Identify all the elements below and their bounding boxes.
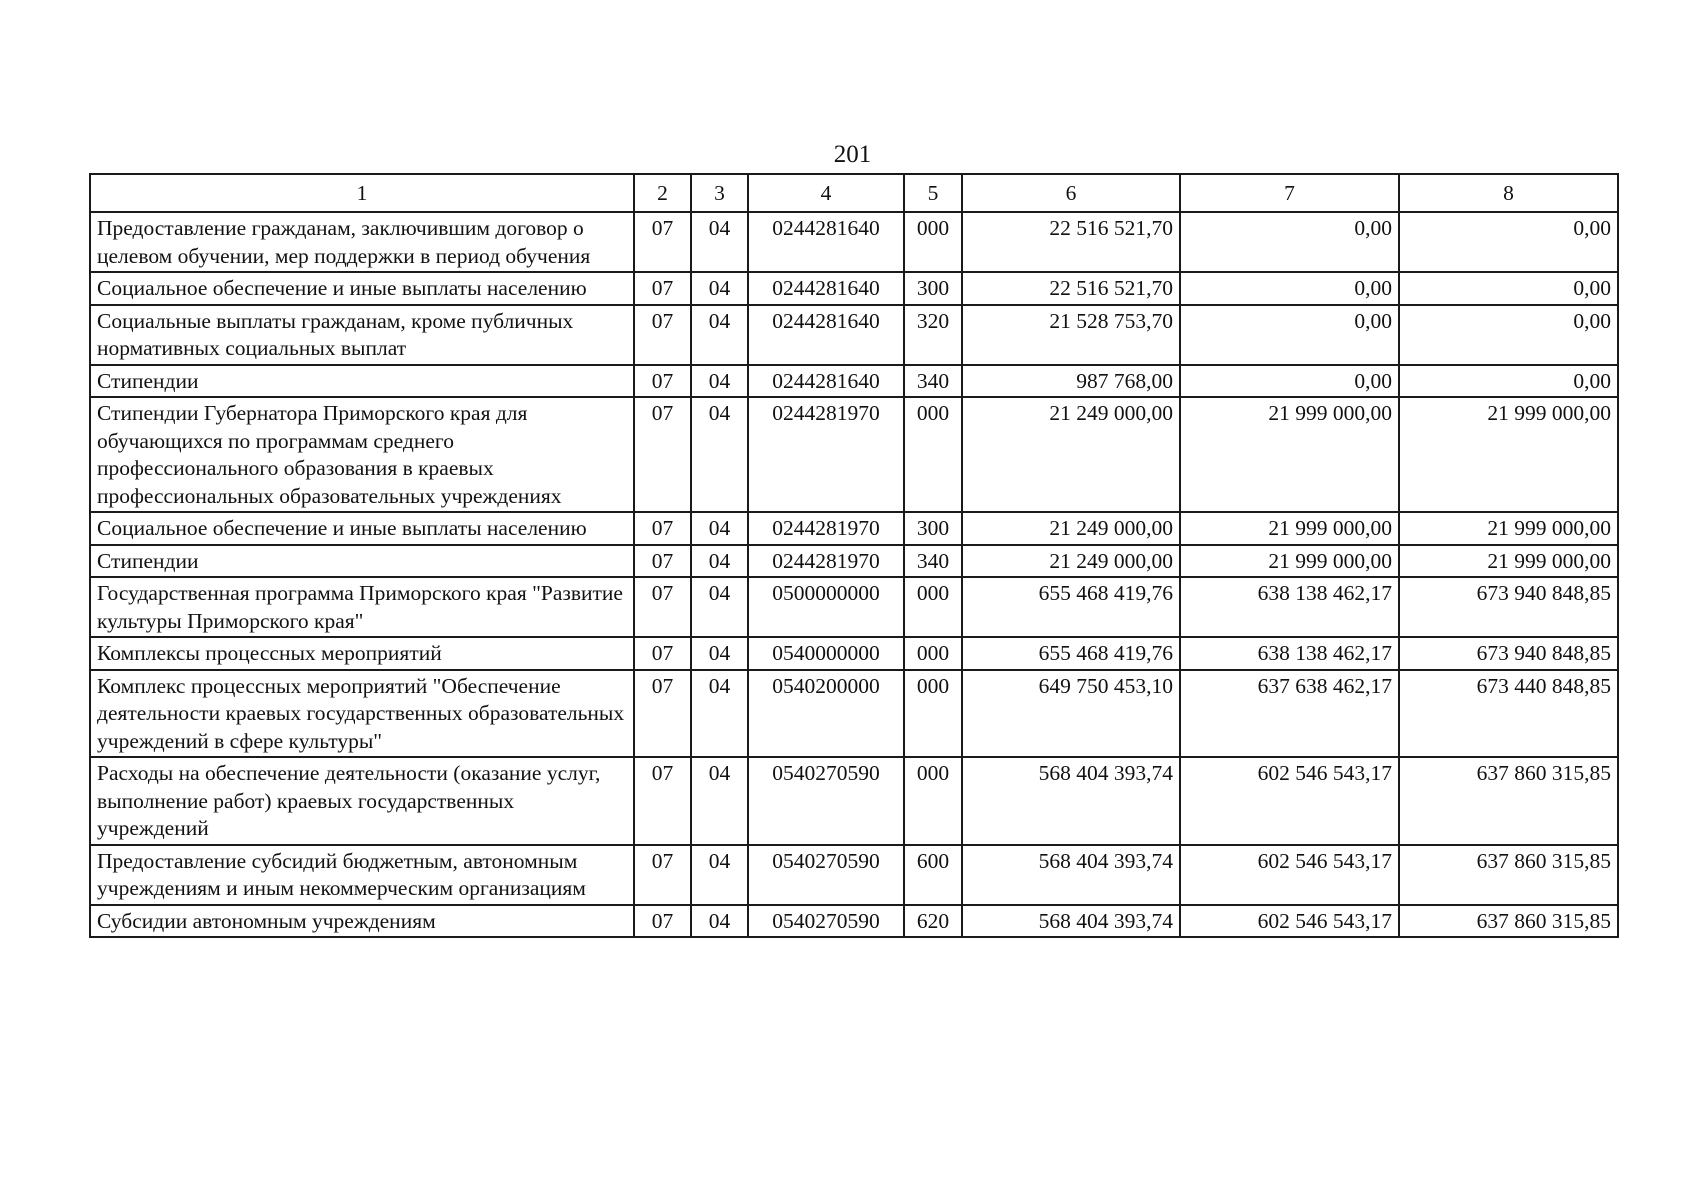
amount-column-8: 0,00 <box>1399 212 1618 272</box>
subsection-code: 04 <box>691 670 748 758</box>
target-article-code: 0244281640 <box>748 272 904 305</box>
section-code: 07 <box>634 545 691 578</box>
section-code: 07 <box>634 397 691 512</box>
target-article-code: 0540270590 <box>748 845 904 905</box>
section-code: 07 <box>634 757 691 845</box>
amount-column-8: 673 940 848,85 <box>1399 577 1618 637</box>
section-code: 07 <box>634 905 691 938</box>
subsection-code: 04 <box>691 845 748 905</box>
amount-column-7: 0,00 <box>1180 305 1399 365</box>
amount-column-8: 21 999 000,00 <box>1399 397 1618 512</box>
amount-column-6: 568 404 393,74 <box>962 757 1180 845</box>
column-header-2: 2 <box>634 174 691 212</box>
target-article-code: 0540000000 <box>748 637 904 670</box>
amount-column-7: 21 999 000,00 <box>1180 397 1399 512</box>
expense-name: Социальное обеспечение и иные выплаты населению <box>90 512 634 545</box>
amount-column-6: 22 516 521,70 <box>962 272 1180 305</box>
subsection-code: 04 <box>691 305 748 365</box>
amount-column-7: 21 999 000,00 <box>1180 512 1399 545</box>
target-article-code: 0540200000 <box>748 670 904 758</box>
subsection-code: 04 <box>691 905 748 938</box>
amount-column-7: 638 138 462,17 <box>1180 577 1399 637</box>
expense-type-code: 000 <box>904 637 962 670</box>
expense-type-code: 600 <box>904 845 962 905</box>
table-row <box>90 577 1618 637</box>
amount-column-6: 21 249 000,00 <box>962 397 1180 512</box>
budget-table <box>89 173 1619 938</box>
amount-column-6: 22 516 521,70 <box>962 212 1180 272</box>
amount-column-8: 673 440 848,85 <box>1399 670 1618 758</box>
section-code: 07 <box>634 670 691 758</box>
amount-column-6: 21 528 753,70 <box>962 305 1180 365</box>
amount-column-7: 21 999 000,00 <box>1180 545 1399 578</box>
expense-name: Социальное обеспечение и иные выплаты населению <box>90 272 634 305</box>
column-header-7: 7 <box>1180 174 1399 212</box>
amount-column-8: 637 860 315,85 <box>1399 905 1618 938</box>
expense-type-code: 620 <box>904 905 962 938</box>
amount-column-6: 568 404 393,74 <box>962 905 1180 938</box>
section-code: 07 <box>634 272 691 305</box>
table-row <box>90 512 1618 545</box>
amount-column-8: 0,00 <box>1399 365 1618 398</box>
column-header-5: 5 <box>904 174 962 212</box>
expense-name: Расходы на обеспечение деятельности (оказание услуг, выполнение работ) краевых государственных учреждений <box>90 757 634 845</box>
expense-name: Предоставление гражданам, заключившим договор о целевом обучении, мер поддержки в период обучения <box>90 212 634 272</box>
amount-column-8: 21 999 000,00 <box>1399 545 1618 578</box>
subsection-code: 04 <box>691 545 748 578</box>
expense-name: Комплексы процессных мероприятий <box>90 637 634 670</box>
table-row <box>90 637 1618 670</box>
amount-column-6: 568 404 393,74 <box>962 845 1180 905</box>
expense-type-code: 340 <box>904 365 962 398</box>
subsection-code: 04 <box>691 577 748 637</box>
amount-column-7: 602 546 543,17 <box>1180 757 1399 845</box>
subsection-code: 04 <box>691 365 748 398</box>
column-header-6: 6 <box>962 174 1180 212</box>
amount-column-7: 637 638 462,17 <box>1180 670 1399 758</box>
target-article-code: 0500000000 <box>748 577 904 637</box>
column-header-8: 8 <box>1399 174 1618 212</box>
section-code: 07 <box>634 577 691 637</box>
subsection-code: 04 <box>691 397 748 512</box>
amount-column-7: 0,00 <box>1180 272 1399 305</box>
subsection-code: 04 <box>691 272 748 305</box>
expense-name: Социальные выплаты гражданам, кроме публичных нормативных социальных выплат <box>90 305 634 365</box>
amount-column-7: 602 546 543,17 <box>1180 845 1399 905</box>
subsection-code: 04 <box>691 512 748 545</box>
amount-column-8: 673 940 848,85 <box>1399 637 1618 670</box>
expense-type-code: 300 <box>904 512 962 545</box>
amount-column-8: 637 860 315,85 <box>1399 757 1618 845</box>
amount-column-6: 987 768,00 <box>962 365 1180 398</box>
target-article-code: 0244281640 <box>748 305 904 365</box>
amount-column-6: 21 249 000,00 <box>962 512 1180 545</box>
table-row <box>90 272 1618 305</box>
expense-type-code: 000 <box>904 757 962 845</box>
table-row <box>90 757 1618 845</box>
table-row <box>90 845 1618 905</box>
amount-column-7: 0,00 <box>1180 212 1399 272</box>
expense-type-code: 300 <box>904 272 962 305</box>
table-row <box>90 905 1618 938</box>
expense-type-code: 000 <box>904 397 962 512</box>
section-code: 07 <box>634 305 691 365</box>
amount-column-6: 21 249 000,00 <box>962 545 1180 578</box>
amount-column-8: 0,00 <box>1399 305 1618 365</box>
amount-column-6: 649 750 453,10 <box>962 670 1180 758</box>
amount-column-6: 655 468 419,76 <box>962 577 1180 637</box>
amount-column-8: 0,00 <box>1399 272 1618 305</box>
section-code: 07 <box>634 845 691 905</box>
target-article-code: 0244281970 <box>748 545 904 578</box>
table-row <box>90 670 1618 758</box>
amount-column-6: 655 468 419,76 <box>962 637 1180 670</box>
amount-column-8: 637 860 315,85 <box>1399 845 1618 905</box>
amount-column-8: 21 999 000,00 <box>1399 512 1618 545</box>
expense-name: Субсидии автономным учреждениям <box>90 905 634 938</box>
subsection-code: 04 <box>691 757 748 845</box>
amount-column-7: 602 546 543,17 <box>1180 905 1399 938</box>
header-row <box>90 174 1618 212</box>
table-row <box>90 305 1618 365</box>
target-article-code: 0244281640 <box>748 212 904 272</box>
expense-name: Государственная программа Приморского края "Развитие культуры Приморского края" <box>90 577 634 637</box>
expense-type-code: 000 <box>904 212 962 272</box>
page-number: 201 <box>833 141 872 168</box>
table-row <box>90 365 1618 398</box>
target-article-code: 0244281640 <box>748 365 904 398</box>
column-header-3: 3 <box>691 174 748 212</box>
expense-name: Предоставление субсидий бюджетным, автономным учреждениям и иным некоммерческим организациям <box>90 845 634 905</box>
section-code: 07 <box>634 365 691 398</box>
section-code: 07 <box>634 637 691 670</box>
target-article-code: 0540270590 <box>748 757 904 845</box>
target-article-code: 0244281970 <box>748 512 904 545</box>
expense-type-code: 000 <box>904 670 962 758</box>
expense-name: Комплекс процессных мероприятий "Обеспечение деятельности краевых государственных образовательных учреждений в сфере культуры" <box>90 670 634 758</box>
column-header-1: 1 <box>90 174 634 212</box>
expense-type-code: 000 <box>904 577 962 637</box>
subsection-code: 04 <box>691 212 748 272</box>
expense-name: Стипендии <box>90 545 634 578</box>
target-article-code: 0540270590 <box>748 905 904 938</box>
target-article-code: 0244281970 <box>748 397 904 512</box>
subsection-code: 04 <box>691 637 748 670</box>
amount-column-7: 0,00 <box>1180 365 1399 398</box>
table-row <box>90 212 1618 272</box>
table-row <box>90 397 1618 512</box>
column-header-4: 4 <box>748 174 904 212</box>
table-row <box>90 545 1618 578</box>
amount-column-7: 638 138 462,17 <box>1180 637 1399 670</box>
expense-name: Стипендии <box>90 365 634 398</box>
section-code: 07 <box>634 512 691 545</box>
expense-type-code: 320 <box>904 305 962 365</box>
section-code: 07 <box>634 212 691 272</box>
expense-name: Стипендии Губернатора Приморского края для обучающихся по программам среднего профессионального образования в краевых профессиональных образовательных учреждениях <box>90 397 634 512</box>
expense-type-code: 340 <box>904 545 962 578</box>
